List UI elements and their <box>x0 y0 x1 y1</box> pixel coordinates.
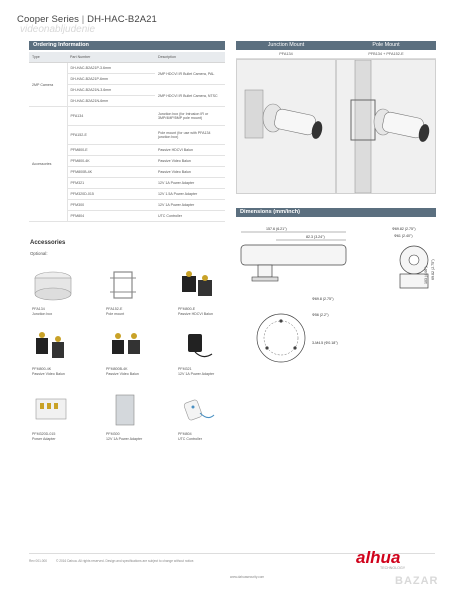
part-cell: PFM300 <box>67 200 155 211</box>
ordering-table <box>29 52 225 222</box>
footer-revision: Rev 001.000 <box>29 559 48 563</box>
ordering-header-row <box>29 52 225 63</box>
list-item <box>32 328 72 377</box>
desc-cell: 12V 1A Power Adapter <box>155 200 225 211</box>
watermark-text: videonabljudenie <box>20 24 96 35</box>
accessory-desc: 12V 1A Power Adapter <box>178 372 215 376</box>
dim-body-label: 82.3 (3.24") <box>306 235 325 239</box>
accessory-part: PFM800-E <box>178 307 196 311</box>
dim-lens-diameter-label: Φ61 (2.40") <box>394 234 413 238</box>
dim-screw-hole-label: 3-M4.5 (Φ0.18") <box>312 341 338 345</box>
dim-base-diameter-label: Φ69.8 (2.75") <box>312 297 334 301</box>
balun-image <box>178 268 218 302</box>
stamp-watermark: BAZAR <box>395 575 439 587</box>
video-balun-image <box>32 328 72 362</box>
junction-mount-title: Junction Mount <box>236 41 336 50</box>
desc-cell: Passive HDCVI Balun <box>155 145 225 156</box>
accessories-optional-label: Optional: <box>30 251 48 256</box>
power-supply-image <box>106 393 146 427</box>
pole-mount-illustration <box>337 60 435 193</box>
pole-mount-part: PFB134 + PFA152-E <box>336 50 436 59</box>
title-separator: | <box>81 14 85 25</box>
part-cell: DH-HAC-B2A21P-3.6mm <box>67 63 155 74</box>
pole-mount-title: Pole Mount <box>336 41 436 50</box>
table-row <box>29 63 225 74</box>
part-cell: PFM321 <box>67 178 155 189</box>
accessory-part: PFM300 <box>106 432 120 436</box>
desc-cell: Passive Video Balun <box>155 167 225 178</box>
list-item <box>106 393 146 442</box>
desc-cell: Passive Video Balun <box>155 156 225 167</box>
col-description: Description <box>155 52 225 63</box>
junction-mount-part: PFA134 <box>236 50 336 59</box>
part-cell: PFM800-4K <box>67 156 155 167</box>
desc-cell: 2MP HDCVI IR Bullet Camera, NTSC <box>155 85 225 107</box>
series-name: Cooper Series <box>17 14 80 25</box>
part-cell: PFA134 <box>67 107 155 126</box>
junction-box-image <box>32 268 74 302</box>
accessory-part: PFM800-4K <box>32 367 52 371</box>
desc-cell: 2MP HDCVI IR Bullet Camera, PAL <box>155 63 225 85</box>
accessory-desc: UTC Controller <box>178 437 202 441</box>
list-item <box>106 328 146 377</box>
dim-length-label: 157.6 (6.21") <box>266 227 287 231</box>
part-cell: PFM800-E <box>67 145 155 156</box>
accessory-desc: 12V 1A Power Adapter <box>106 437 143 441</box>
accessories-title: Accessories <box>30 240 66 246</box>
accessory-part: PFA152-E <box>106 307 123 311</box>
group-cell-camera: 2MP Camera <box>29 63 67 107</box>
ordering-section-header: Ordering Information <box>29 41 225 50</box>
accessory-part: PFM800B-4K <box>106 367 128 371</box>
accessory-desc: Pole mount <box>106 312 125 316</box>
footer-url: www.dahuasecurity.com <box>230 575 265 579</box>
list-item <box>178 393 218 442</box>
list-item <box>178 328 218 377</box>
desc-cell: Pole mount (for use with PFA134 junction box) <box>155 126 225 145</box>
brand-logo-text: alhua <box>356 548 401 567</box>
list-item <box>106 268 140 317</box>
part-cell: DH-HAC-B2A21N-3.6mm <box>67 85 155 96</box>
power-adapter-image <box>178 328 218 362</box>
list-item <box>178 268 218 317</box>
accessory-desc: Power Adapter <box>32 437 56 441</box>
dimensions-section-header: Dimensions (mm/inch) <box>236 208 436 217</box>
dim-total-height-label: 103 (4.06") <box>424 266 428 284</box>
model-number: DH-HAC-B2A21 <box>87 14 157 25</box>
desc-cell: UTC Controller <box>155 211 225 222</box>
pole-mount-panel <box>336 41 436 194</box>
pole-mount-image <box>106 268 140 302</box>
accessory-desc: Passive Video Balun <box>106 372 139 376</box>
accessory-part: PFM320D-015 <box>32 432 56 436</box>
brand-logo-sub: TECHNOLOGY <box>380 566 406 570</box>
junction-mount-image <box>236 59 336 194</box>
accessory-part: PFM321 <box>178 367 192 371</box>
group-cell-accessories: Accessories <box>29 107 67 222</box>
accessory-desc: Passive HDCVI Balun <box>178 312 213 316</box>
junction-mount-panel <box>236 41 336 194</box>
utc-controller-image <box>178 393 218 427</box>
accessory-part: PFM804 <box>178 432 192 436</box>
list-item <box>32 393 72 442</box>
junction-mount-illustration <box>237 60 335 193</box>
part-cell: PFA152-E <box>67 126 155 145</box>
power-box-image <box>32 393 72 427</box>
part-cell: DH-HAC-B2A21N-6mm <box>67 96 155 107</box>
brand-logo <box>356 548 405 570</box>
dim-front-height-label: 69.82 (2.75") <box>431 259 435 280</box>
accessory-part: PFA134 <box>32 307 45 311</box>
video-balun-b-image <box>106 328 146 362</box>
part-cell: PFM800B-4K <box>67 167 155 178</box>
pole-mount-image <box>336 59 436 194</box>
accessory-desc: Passive Video Balun <box>32 372 65 376</box>
part-cell: PFM804 <box>67 211 155 222</box>
dim-front-diameter-label: Φ69.82 (2.75") <box>392 227 416 231</box>
dimension-drawing <box>236 220 436 370</box>
table-row <box>29 107 225 126</box>
col-type: Type <box>29 52 67 63</box>
desc-cell: 12V 1A Power Adapter <box>155 178 225 189</box>
accessory-desc: Junction box <box>32 312 53 316</box>
part-cell: PFM320D-015 <box>67 189 155 200</box>
desc-cell: Junction box (for Intrusion IR or 3MP/4MP/5MP pole mount) <box>155 107 225 126</box>
col-part-number: Part Number <box>67 52 155 63</box>
dim-hole-circle-label: Φ56 (2.2") <box>312 313 329 317</box>
part-cell: DH-HAC-B2A21P-6mm <box>67 74 155 85</box>
footer-copyright: © 2016 Dahua. All rights reserved. Design and specifications are subject to change without notice. <box>56 559 195 563</box>
desc-cell: 12V 1.5A Power Adapter <box>155 189 225 200</box>
list-item <box>32 268 74 317</box>
